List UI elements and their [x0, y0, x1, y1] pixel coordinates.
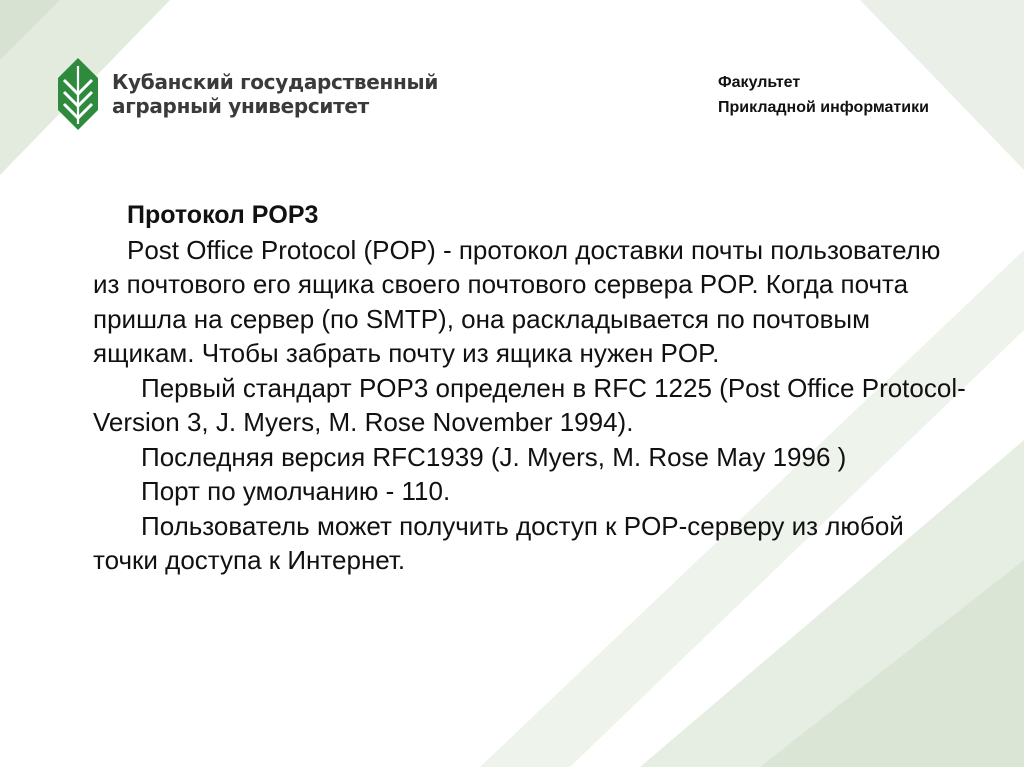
paragraph-default-port: Порт по умолчанию - 110. — [141, 476, 451, 506]
faculty-name — [718, 70, 929, 120]
paragraph-first-standard: Первый стандарт POP3 определен в RFC 1225 (Post Office Protocol-Version 3, J. Myers, M. Rose November 1994). — [93, 372, 966, 437]
university-name-line2: аграрный университет — [112, 94, 369, 118]
university-name-line1: Кубанский государственный — [112, 70, 439, 94]
slide-content — [93, 198, 973, 578]
paragraph-latest-version: Последняя версия RFC1939 (J. Myers, M. Rose May 1996 ) — [141, 441, 847, 472]
paragraph-pop-description: Post Office Protocol (POP) - протокол доставки почты пользователю из почтового его ящика своего почтового сервера POP. Когда почта пришла на сервер (по SMTP), она раскладывается по почтовым ящикам. Чтобы забрать почту из ящика нужен POP. — [93, 234, 941, 368]
paragraph-user-access: Пользователь может получить доступ к POP-серверу из любой точки доступа к Интернет. — [93, 510, 904, 575]
faculty-line1: Факультет — [718, 74, 801, 91]
university-name — [112, 70, 438, 118]
faculty-line2: Прикладной информатики — [718, 99, 929, 116]
university-leaf-logo-icon — [56, 56, 100, 132]
slide-title: Протокол POP3 — [127, 201, 319, 229]
